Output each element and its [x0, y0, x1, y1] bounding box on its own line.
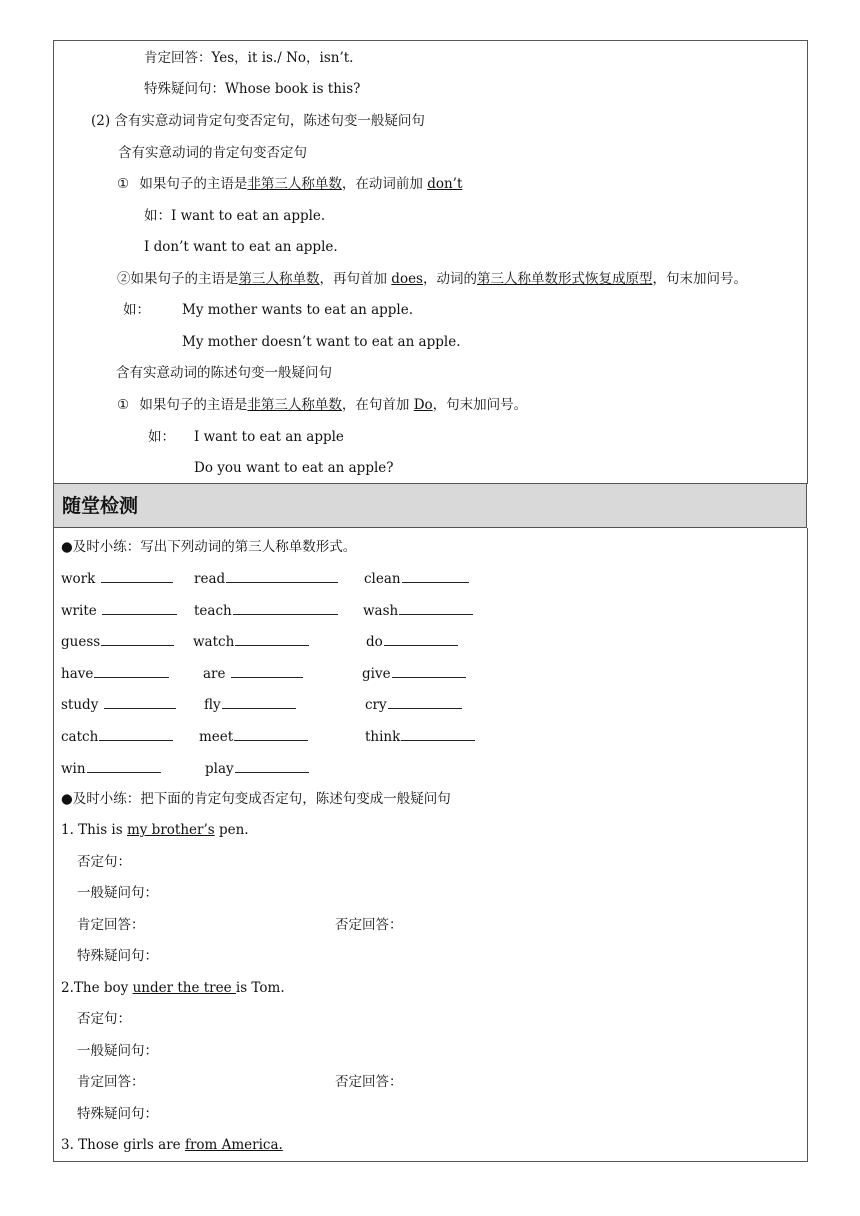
answer-blank[interactable] [234, 727, 308, 741]
grammar-notes-box [53, 40, 808, 484]
answer-blank[interactable] [384, 632, 458, 646]
verb-item: are [203, 664, 303, 683]
verb-item: clean [364, 569, 469, 588]
rule1-number: ① [117, 176, 130, 192]
answer-blank[interactable] [233, 601, 338, 615]
verb-item: cry [365, 695, 462, 714]
answer-blank[interactable] [222, 695, 296, 709]
rule3-prefix: 如果句子的主语是 [139, 397, 248, 413]
sub2-heading: (2) 含有实意动词肯定句变否定句，陈述句变一般疑问句 [91, 113, 425, 129]
rule3-line [117, 396, 527, 414]
section-title: 随堂检测 [62, 495, 139, 517]
answer-blank[interactable] [99, 727, 173, 741]
q2-negative-label: 否定句： [77, 1011, 131, 1027]
example3-sentence: I want to eat an apple [194, 429, 344, 445]
rule1-middle: ，在动词前加 [341, 176, 428, 192]
question-heading: 含有实意动词的陈述句变一般疑问句 [116, 365, 332, 381]
answer-blank[interactable] [226, 569, 338, 583]
question-2-underline: under the tree [132, 980, 236, 996]
example3-question: Do you want to eat an apple? [194, 460, 394, 476]
rule2-middle1: ，再句首加 [319, 271, 392, 287]
q2-yes-no-label: 一般疑问句： [77, 1043, 158, 1059]
verb-item: work [61, 569, 173, 588]
question-2: 2.The boy under the tree is Tom. [61, 980, 285, 996]
rule2-suffix: ，句末加问号。 [652, 271, 747, 287]
rule1-dont-underline: don’t [427, 176, 463, 192]
answer-blank[interactable] [87, 759, 161, 773]
exercise2-instruction: ●及时小练：把下面的肯定句变成否定句，陈述句变成一般疑问句 [61, 791, 451, 807]
affirmative-answer-line: 肯定回答：Yes，it is./ No，isn’t. [144, 50, 354, 66]
rule3-middle: ，在句首加 [341, 397, 414, 413]
negation-heading: 含有实意动词的肯定句变否定句 [118, 145, 307, 161]
special-question-line: 特殊疑问句：Whose book is this? [144, 81, 361, 97]
rule1-prefix: 如果句子的主语是 [139, 176, 248, 192]
rule2-line [117, 270, 747, 288]
rule2-subject-underline: 第三人称单数 [238, 271, 320, 287]
verb-item: catch [61, 727, 173, 746]
verb-item: give [362, 664, 466, 683]
example2-negative: My mother doesn’t want to eat an apple. [182, 334, 461, 350]
q1-negative-label: 否定句： [77, 854, 131, 870]
question-3-underline: from America. [184, 1137, 283, 1153]
rule3-suffix: ，句末加问号。 [432, 397, 528, 413]
verb-item: have [61, 664, 169, 683]
example3-label: 如： [148, 429, 175, 445]
answer-blank[interactable] [388, 695, 462, 709]
answer-blank[interactable] [235, 759, 309, 773]
exercise1-instruction: ●及时小练：写出下列动词的第三人称单数形式。 [61, 539, 357, 555]
answer-blank[interactable] [392, 664, 466, 678]
answer-blank[interactable] [402, 569, 469, 583]
question-3: 3. Those girls are from America. [61, 1137, 283, 1153]
answer-blank[interactable] [101, 632, 174, 646]
answer-blank[interactable] [104, 695, 176, 709]
verb-item: fly [204, 695, 296, 714]
verb-item: do [366, 632, 458, 651]
rule3-number: ① [117, 397, 130, 413]
answer-blank[interactable] [101, 569, 173, 583]
verb-item: write [61, 601, 177, 620]
q2-negative-answer-label: 否定回答： [335, 1074, 403, 1090]
verb-item: watch [193, 632, 309, 651]
answer-blank[interactable] [94, 664, 169, 678]
example2-label: 如： [123, 302, 150, 318]
rule1-subject-underline: 非第三人称单数 [247, 176, 342, 192]
q1-negative-answer-label: 否定回答： [335, 917, 403, 933]
verb-item: meet [199, 727, 308, 746]
answer-blank[interactable] [399, 601, 473, 615]
verb-item: guess [61, 632, 174, 651]
verb-item: wash [363, 601, 473, 620]
verb-item: read [194, 569, 338, 588]
rule2-does-underline: does [391, 271, 423, 287]
example1-line [144, 207, 325, 225]
question-1: 1. This is my brother’s pen. [61, 822, 249, 838]
answer-blank[interactable] [102, 601, 177, 615]
answer-blank[interactable] [401, 727, 475, 741]
example1-negative: I don’t want to eat an apple. [144, 239, 338, 255]
q2-positive-answer-label: 肯定回答： [77, 1074, 145, 1090]
verb-item: play [205, 759, 309, 778]
rule1-line [117, 175, 462, 193]
rule2-prefix: ②如果句子的主语是 [117, 271, 239, 287]
verb-item: study [61, 695, 176, 714]
example1-label: 如： [144, 208, 171, 224]
rule3-subject-underline: 非第三人称单数 [247, 397, 342, 413]
answer-blank[interactable] [231, 664, 303, 678]
exercise-box [53, 528, 808, 1162]
rule3-do-underline: Do [413, 397, 433, 413]
verb-item: teach [194, 601, 338, 620]
q1-positive-answer-label: 肯定回答： [77, 917, 145, 933]
example2-sentence: My mother wants to eat an apple. [182, 302, 414, 318]
q1-yes-no-label: 一般疑问句： [77, 885, 158, 901]
section-header [53, 483, 807, 528]
q1-special-question-label: 特殊疑问句： [77, 948, 158, 964]
answer-blank[interactable] [235, 632, 309, 646]
verb-item: win [61, 759, 161, 778]
q2-special-question-label: 特殊疑问句： [77, 1106, 158, 1122]
rule2-middle2: ，动词的 [422, 271, 477, 287]
rule2-verb-underline: 第三人称单数形式恢复成原型 [476, 271, 653, 287]
example1-sentence: I want to eat an apple. [171, 208, 326, 224]
question-1-underline: my brother’s [126, 822, 215, 838]
verb-item: think [365, 727, 475, 746]
